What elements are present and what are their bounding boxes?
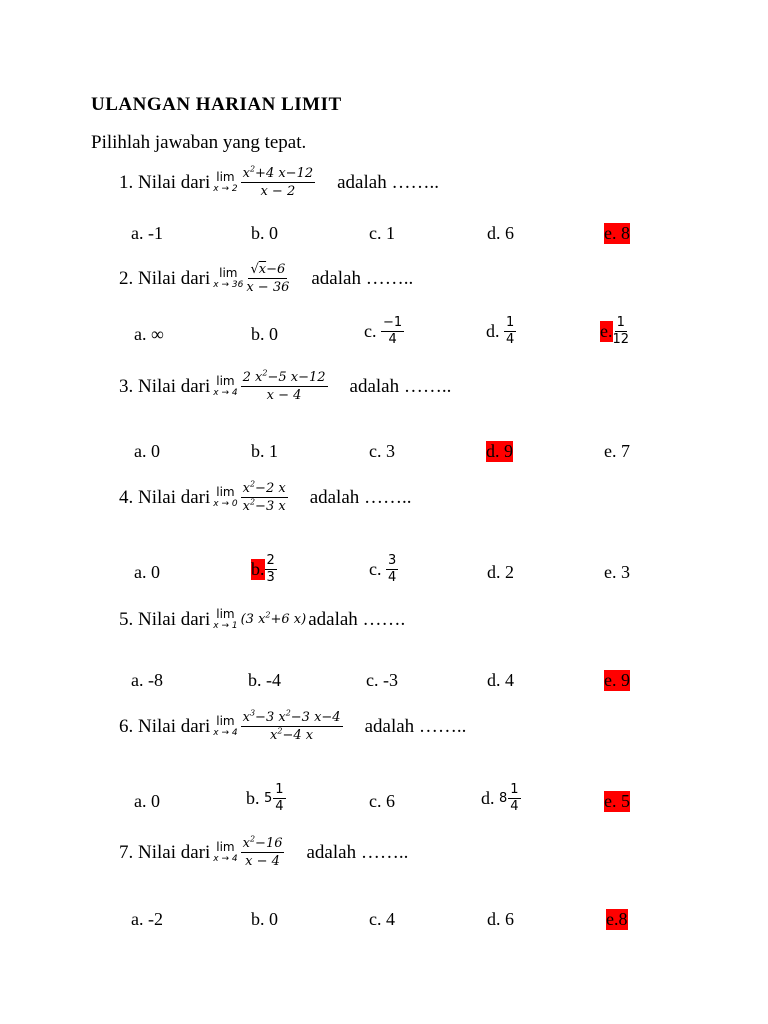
limit-operator: lim x → 0 — [213, 485, 238, 509]
question-label: 7. Nilai dari — [119, 841, 211, 863]
option-c[interactable]: c. 4 — [369, 909, 395, 929]
option-c[interactable]: c. $\frac{3}{4}$ — [369, 553, 397, 585]
question-2 — [119, 262, 413, 295]
question-label: 5. Nilai dari — [119, 608, 211, 630]
option-c[interactable]: c. -3 — [366, 670, 398, 690]
limit-operator: lim x → 1 — [213, 607, 238, 631]
option-e-answer[interactable]: e. 5 — [604, 791, 630, 811]
numerator: √x−6 — [250, 262, 286, 277]
question-6 — [119, 710, 466, 743]
option-d[interactable]: d. 6 — [487, 223, 514, 243]
question-5 — [119, 608, 405, 631]
option-a[interactable]: a. 0 — [134, 791, 160, 811]
option-c[interactable]: c. $\frac{-1}{4}$ — [364, 315, 403, 347]
limit-fraction — [241, 481, 288, 514]
option-d[interactable]: d. 2 — [487, 562, 514, 582]
page-title: ULANGAN HARIAN LIMIT — [91, 94, 342, 115]
option-e-answer[interactable]: e.8 — [606, 909, 628, 929]
option-e-answer[interactable]: e. $\frac{1}{12}$ — [600, 315, 630, 347]
limit-operator: lim x → 4 — [213, 840, 238, 864]
question-tail: adalah …….. — [311, 267, 414, 289]
denominator: x − 2 — [260, 184, 296, 199]
denominator: x − 4 — [266, 388, 302, 403]
option-b[interactable]: b. 0 — [251, 909, 278, 929]
option-b-answer[interactable]: b. $\frac{2}{3}$ — [251, 553, 275, 585]
question-7 — [119, 836, 408, 869]
question-label: 3. Nilai dari — [119, 375, 211, 397]
option-a[interactable]: a. 0 — [134, 562, 160, 582]
limit-fraction — [241, 370, 328, 403]
option-c[interactable]: c. 6 — [369, 791, 395, 811]
limit-operator: lim x → 2 — [213, 170, 238, 194]
option-e[interactable]: e. 7 — [604, 441, 630, 461]
numerator: 2 $x^2-5$ x−12 — [242, 368, 326, 385]
numerator: $x^3-3$ $x^2-3$ x−4 — [242, 708, 341, 725]
limit-expression: (3 $x^2+6$ x) — [240, 610, 307, 627]
option-b[interactable]: b. -4 — [248, 670, 281, 690]
option-d[interactable]: d. 4 — [487, 670, 514, 690]
option-a[interactable]: a. -1 — [131, 223, 163, 243]
denominator: $x^2-3$ x — [242, 497, 286, 514]
question-tail: adalah …….. — [306, 841, 409, 863]
limit-fraction — [246, 262, 289, 295]
denominator: x − 4 — [245, 854, 280, 869]
limit-operator: lim x → 4 — [213, 374, 238, 398]
option-d[interactable]: d. 6 — [487, 909, 514, 929]
option-d[interactable]: d. $\frac{1}{4}$ — [486, 315, 515, 347]
question-tail: adalah …….. — [364, 715, 467, 737]
option-a[interactable]: a. -2 — [131, 909, 163, 929]
option-a[interactable]: a. 0 — [134, 441, 160, 461]
option-e-answer[interactable]: e. 8 — [604, 223, 630, 243]
numerator: $x^2+4$ x−12 — [242, 164, 314, 181]
numerator: $x^2-2$ x — [242, 479, 286, 496]
denominator: $x^2-4$ x — [270, 726, 314, 743]
limit-fraction — [241, 836, 285, 869]
question-label: 6. Nilai dari — [119, 715, 211, 737]
option-b[interactable]: b. 5 $\frac{1}{4}$ — [246, 782, 284, 814]
option-b[interactable]: b. 1 — [251, 441, 278, 461]
question-label: 1. Nilai dari — [119, 171, 211, 193]
option-b[interactable]: b. 0 — [251, 324, 278, 344]
numerator: $x^2-16$ — [242, 834, 283, 851]
question-4 — [119, 481, 412, 514]
option-a[interactable]: a. ∞ — [134, 324, 164, 344]
question-tail: adalah ……. — [308, 608, 406, 630]
limit-operator: lim x → 36 — [213, 266, 244, 290]
option-a[interactable]: a. -8 — [131, 670, 163, 690]
limit-operator: lim x → 4 — [213, 714, 238, 738]
option-b[interactable]: b. 0 — [251, 223, 278, 243]
denominator: x − 36 — [246, 280, 290, 295]
question-tail: adalah …….. — [309, 486, 412, 508]
question-1 — [119, 166, 439, 199]
question-tail: adalah …….. — [337, 171, 439, 193]
question-tail: adalah …….. — [349, 375, 452, 397]
option-d[interactable]: d. 8 $\frac{1}{4}$ — [481, 782, 519, 814]
question-label: 2. Nilai dari — [119, 267, 211, 289]
limit-fraction — [241, 166, 316, 199]
limit-fraction — [241, 710, 343, 743]
option-c[interactable]: c. 1 — [369, 223, 395, 243]
question-3 — [119, 370, 451, 403]
option-e-answer[interactable]: e. 9 — [604, 670, 630, 690]
option-e[interactable]: e. 3 — [604, 562, 630, 582]
option-d-answer[interactable]: d. 9 — [486, 441, 513, 461]
question-label: 4. Nilai dari — [119, 486, 211, 508]
instruction: Pilihlah jawaban yang tepat. — [91, 132, 307, 153]
option-c[interactable]: c. 3 — [369, 441, 395, 461]
